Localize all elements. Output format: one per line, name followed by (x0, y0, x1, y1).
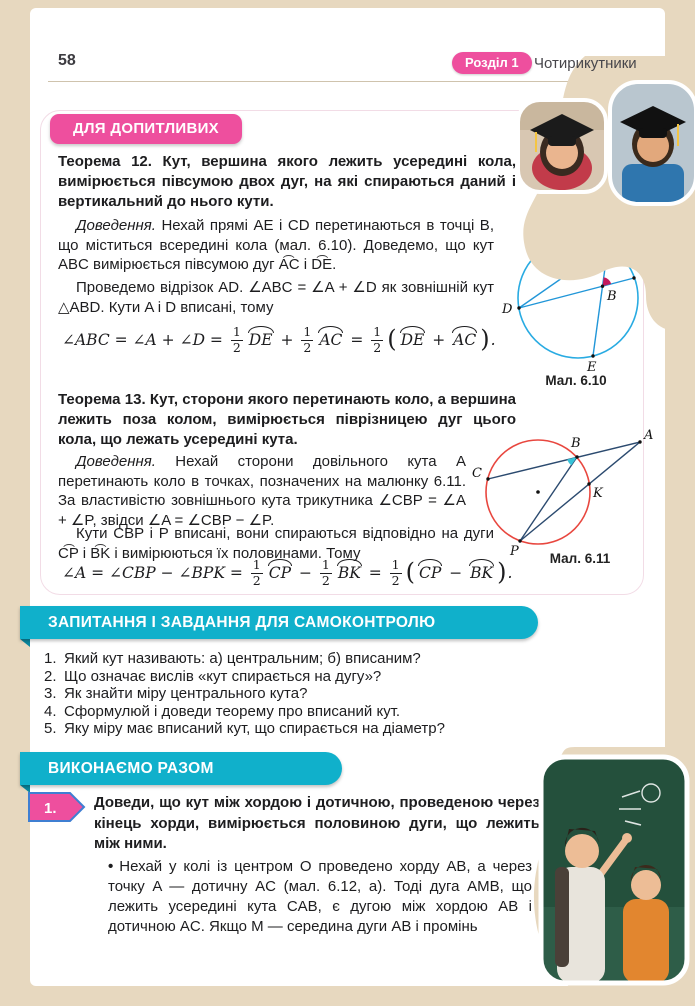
proof-lead: Доведення. (76, 217, 156, 234)
figure-6-11 (468, 420, 653, 558)
point-label-e: E (587, 360, 597, 372)
banner-fold (20, 639, 30, 647)
solution-text: Нехай у колі із центром O проведено хорду AB, а через точку A — дотичну AC (мал. 6.12, а). Тоді дуга AMB, що лежить усередині кута CAB, є дугою між хордою AB і дотичною AC. Якщо M — середина дуги AB і промінь (108, 858, 532, 935)
proof-13-paragraph-2: Кути CBP і P вписані, вони спираються відповідно на дуги C͡P і B͡K і вимірюються їх половинами. Тому (58, 525, 494, 562)
question-text: Який кут називають: а) центральним; б) вписаним? (64, 650, 421, 667)
question-number: 2. (44, 667, 57, 685)
theorem-12: Теорема 12. Кут, вершина якого лежить усередині кола, вимірюється півсумою двох дуг, на які спираються даний і вертикальний до нього кути. (58, 153, 516, 210)
formula-12: ∠ABC = ∠A + ∠D = $\frac{1}{2}$ DE + $\frac{1}{2}$ AC = $\frac{1}{2}$ ( DE + AC ) . (62, 324, 496, 355)
question-number: 4. (44, 702, 57, 720)
proof-text: Нехай прямі AE і CD перетинаються в точці B, що міститься всередині кола (мал. 6.10). Доведемо, що кут ABC вимірюється півсумою дуг A͡C і D͡E. (58, 217, 494, 273)
question-item (44, 650, 644, 668)
proof-lead: Доведення. (76, 453, 156, 470)
question-item (44, 720, 644, 738)
together-banner: ВИКОНАЄМО РАЗОМ (20, 752, 342, 785)
question-text: Яку міру має вписаний кут, що спирається на діаметр? (64, 720, 445, 737)
kids-at-blackboard (541, 757, 687, 983)
question-number: 3. (44, 685, 57, 702)
question-text: Що означає вислів «кут спирається на дугу»? (64, 667, 382, 685)
question-text: Як знайти міру центрального кута? (64, 685, 308, 702)
students-photo (510, 56, 695, 350)
page-number: 58 (58, 52, 76, 69)
question-item (44, 703, 644, 721)
task-statement: Доведи, що кут між хордою і дотичною, проведеною через кінець хорди, вимірюється половиною дуги, що лежить між ними. (94, 794, 540, 852)
selfcheck-banner: ЗАПИТАННЯ І ЗАВДАННЯ ДЛЯ САМОКОНТРОЛЮ (20, 606, 538, 639)
solution-paragraph (108, 857, 532, 937)
point-label-k: K (593, 486, 603, 501)
point-label-b: B (607, 289, 617, 304)
formula-13: ∠A = ∠CBP − ∠BPK = $\frac{1}{2}$ CP − $\frac{1}{2}$ BK = $\frac{1}{2}$ ( CP − BK ) . (62, 557, 513, 588)
point-label-c: C (472, 466, 482, 481)
proof-13-paragraph-1 (58, 452, 466, 530)
bullet-icon: • (108, 858, 114, 875)
chapter-title: Чотирикутники (534, 55, 637, 72)
point-label-d: D (502, 302, 513, 317)
proof-text: Нехай сторони довільного кута A перетинають коло в точках, позначених на малюнку 6.11. За властивістю зовнішнього кута трикутника ∠CBP = ∠A + ∠P, звідси ∠A = ∠CBP − ∠P. (58, 453, 466, 529)
question-text: Сформулюй і доведи теорему про вписаний кут. (64, 702, 401, 720)
proof-12-paragraph-2: Проведемо відрізок AD. ∠ABC = ∠A + ∠D як зовнішній кут △ABD. Кути A і D вписані, тому (58, 279, 494, 316)
circle-center-dot (536, 490, 540, 494)
question-item (44, 668, 644, 686)
proof-12-paragraph-1 (58, 216, 494, 275)
chapter-badge: Розділ 1 (452, 52, 532, 74)
point-label-p: P (510, 544, 519, 558)
point-label-a: A (644, 428, 653, 443)
question-item (44, 685, 644, 703)
point-label-b: B (571, 436, 581, 451)
figure-6-11-caption: Мал. 6.11 (549, 551, 611, 566)
task-number: 1. (44, 800, 57, 817)
task-number-marker (28, 792, 86, 822)
figure-6-10-caption: Мал. 6.10 (545, 373, 607, 388)
graduate-boy-photo (610, 82, 695, 204)
theorem-13: Теорема 13. Кут, сторони якого перетинають коло, а вершина лежить поза колом, вимірюється піврізницею дуг цього кола, що лежать усередині кута. (58, 391, 516, 448)
questions-list (44, 650, 644, 738)
blackboard-photo (527, 747, 695, 1006)
angle-mark-b (567, 457, 577, 465)
question-number: 1. (44, 650, 57, 667)
question-number: 5. (44, 720, 57, 737)
graduate-girl-photo (518, 100, 606, 192)
curious-banner: ДЛЯ ДОПИТЛИВИХ (50, 114, 242, 144)
